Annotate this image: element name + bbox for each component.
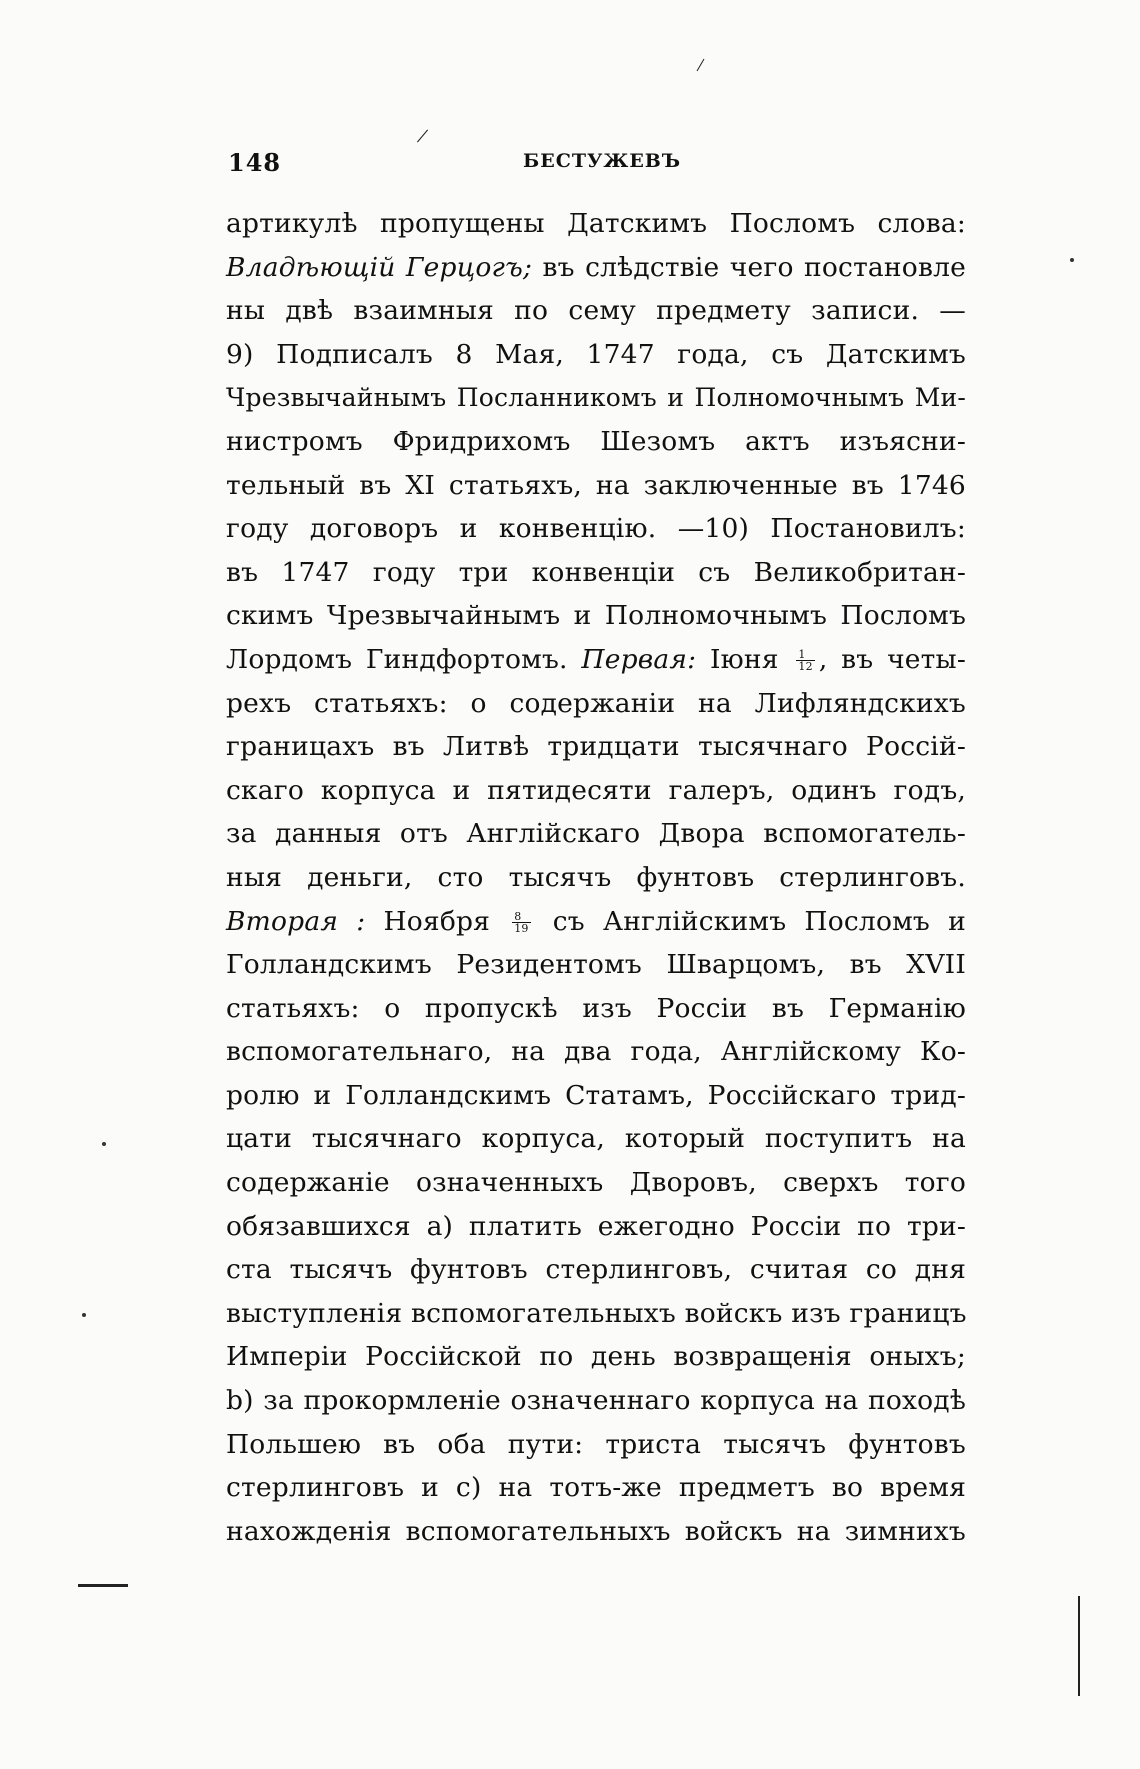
scan-mark-right bbox=[1078, 1596, 1080, 1696]
text-segment: ны двѣ взаимныя по сему предмету записи. — bbox=[226, 295, 966, 327]
scan-dot-left bbox=[102, 1142, 106, 1146]
text-line bbox=[226, 987, 966, 1031]
running-head: БЕСТУЖЕВЪ bbox=[523, 150, 682, 172]
text-segment: 9) Подписалъ 8 Мая, 1747 года, съ Датскимъ bbox=[226, 338, 966, 370]
italic-text: Первая: bbox=[581, 643, 697, 675]
body-text bbox=[226, 202, 966, 1553]
text-line bbox=[226, 464, 966, 508]
text-segment: стерлинговъ и c) на тотъ-же предметъ во время bbox=[226, 1472, 966, 1504]
text-segment: тельный въ XI статьяхъ, на заключенные въ 1746 bbox=[226, 469, 966, 501]
italic-text: Владѣющій Герцогъ; bbox=[226, 251, 533, 283]
text-line bbox=[226, 1510, 966, 1554]
text-segment: году договоръ и конвенцію. —10) Постановилъ: bbox=[226, 513, 966, 545]
scan-dot-left-2 bbox=[82, 1313, 86, 1317]
fraction bbox=[512, 911, 530, 934]
fraction-numerator: 1 bbox=[796, 649, 814, 661]
text-segment: границахъ въ Литвѣ тридцати тысячнаго Россій- bbox=[226, 731, 966, 763]
text-line bbox=[226, 1205, 966, 1249]
text-segment: за данныя отъ Англійскаго Двора вспомогатель- bbox=[226, 818, 966, 850]
text-segment: ныя деньги, сто тысячъ фунтовъ стерлинговъ. bbox=[226, 861, 966, 893]
page-header bbox=[228, 148, 964, 178]
text-line bbox=[226, 900, 966, 944]
text-segment: рехъ статьяхъ: о содержаніи на Лифляндскихъ bbox=[226, 687, 966, 719]
text-line bbox=[226, 1292, 966, 1336]
text-line bbox=[226, 1161, 966, 1205]
text-segment: въ 1747 году три конвенціи съ Великобритан- bbox=[226, 556, 966, 588]
text-line bbox=[226, 594, 966, 638]
text-line bbox=[226, 638, 966, 682]
page-number: 148 bbox=[228, 148, 282, 177]
text-segment: артикулѣ пропущены Датскимъ Посломъ слова: bbox=[226, 208, 966, 239]
text-segment: Іюня bbox=[696, 643, 793, 675]
text-segment: ролю и Голландскимъ Статамъ, Россійскаго трид- bbox=[226, 1079, 966, 1111]
text-segment: съ Англійскимъ Посломъ и bbox=[534, 905, 966, 937]
text-segment: Польшею въ оба пути: триста тысячъ фунтовъ bbox=[226, 1428, 966, 1460]
text-line bbox=[226, 1423, 966, 1467]
text-line bbox=[226, 682, 966, 726]
text-segment: выступленія вспомогательныхъ войскъ изъ границъ bbox=[226, 1297, 967, 1329]
text-line bbox=[226, 943, 966, 987]
text-line bbox=[226, 1379, 966, 1423]
scan-dot-right bbox=[1070, 258, 1074, 262]
text-segment: нистромъ Фридрихомъ Шезомъ актъ изъясни- bbox=[226, 425, 966, 457]
text-segment: въ слѣдствіе чего постановле bbox=[532, 251, 966, 283]
text-line bbox=[226, 725, 966, 769]
text-line bbox=[226, 1466, 966, 1510]
text-line bbox=[226, 1335, 966, 1379]
fraction bbox=[796, 649, 814, 672]
text-line bbox=[226, 1248, 966, 1292]
scan-mark-top bbox=[697, 59, 705, 72]
fraction-numerator: 8 bbox=[512, 911, 530, 923]
text-segment: Голландскимъ Резидентомъ Шварцомъ, въ XVII bbox=[226, 949, 966, 981]
text-line bbox=[226, 333, 966, 377]
text-segment: статьяхъ: о пропускѣ изъ Россіи въ Германію bbox=[226, 992, 966, 1024]
text-segment: скимъ Чрезвычайнымъ и Полномочнымъ Посломъ bbox=[226, 600, 966, 632]
text-segment: , въ четы- bbox=[818, 643, 966, 675]
text-line bbox=[226, 1074, 966, 1118]
fraction-denominator: 19 bbox=[514, 922, 529, 935]
text-segment: вспомогательнаго, на два года, Англійскому Ко- bbox=[226, 1036, 966, 1068]
text-line bbox=[226, 812, 966, 856]
scan-mark-header bbox=[417, 130, 428, 143]
scan-mark-left bbox=[78, 1584, 128, 1587]
fraction-denominator: 12 bbox=[798, 660, 813, 674]
text-line bbox=[226, 246, 966, 290]
italic-text: Вторая : bbox=[226, 905, 366, 937]
text-segment: Лордомъ Гиндфортомъ. bbox=[226, 643, 582, 675]
text-line bbox=[226, 507, 966, 551]
text-line bbox=[226, 856, 966, 900]
text-segment: ста тысячъ фунтовъ стерлинговъ, считая со дня bbox=[226, 1254, 966, 1286]
text-segment: содержаніе означенныхъ Дворовъ, сверхъ того bbox=[226, 1167, 966, 1199]
text-line bbox=[226, 376, 966, 420]
text-segment: Ноября bbox=[365, 905, 509, 937]
text-line bbox=[226, 202, 966, 246]
text-line bbox=[226, 420, 966, 464]
text-segment: b) за прокормленіе означеннаго корпуса на походѣ bbox=[226, 1385, 966, 1417]
text-segment: скаго корпуса и пятидесяти галеръ, одинъ годъ, bbox=[226, 774, 966, 806]
text-line bbox=[226, 551, 966, 595]
text-segment: Чрезвычайнымъ Посланникомъ и Полномочнымъ Ми- bbox=[226, 383, 966, 413]
text-segment: цати тысячнаго корпуса, который поступитъ на bbox=[226, 1123, 966, 1155]
text-segment: Имперіи Россійской по день возвращенія оныхъ; bbox=[226, 1341, 966, 1373]
text-segment: обязавшихся a) платить ежегодно Россіи по три- bbox=[226, 1210, 966, 1242]
text-line bbox=[226, 769, 966, 813]
text-line bbox=[226, 1117, 966, 1161]
text-line bbox=[226, 289, 966, 333]
text-segment: нахожденія вспомогательныхъ войскъ на зимнихъ bbox=[226, 1515, 966, 1547]
text-line bbox=[226, 1030, 966, 1074]
